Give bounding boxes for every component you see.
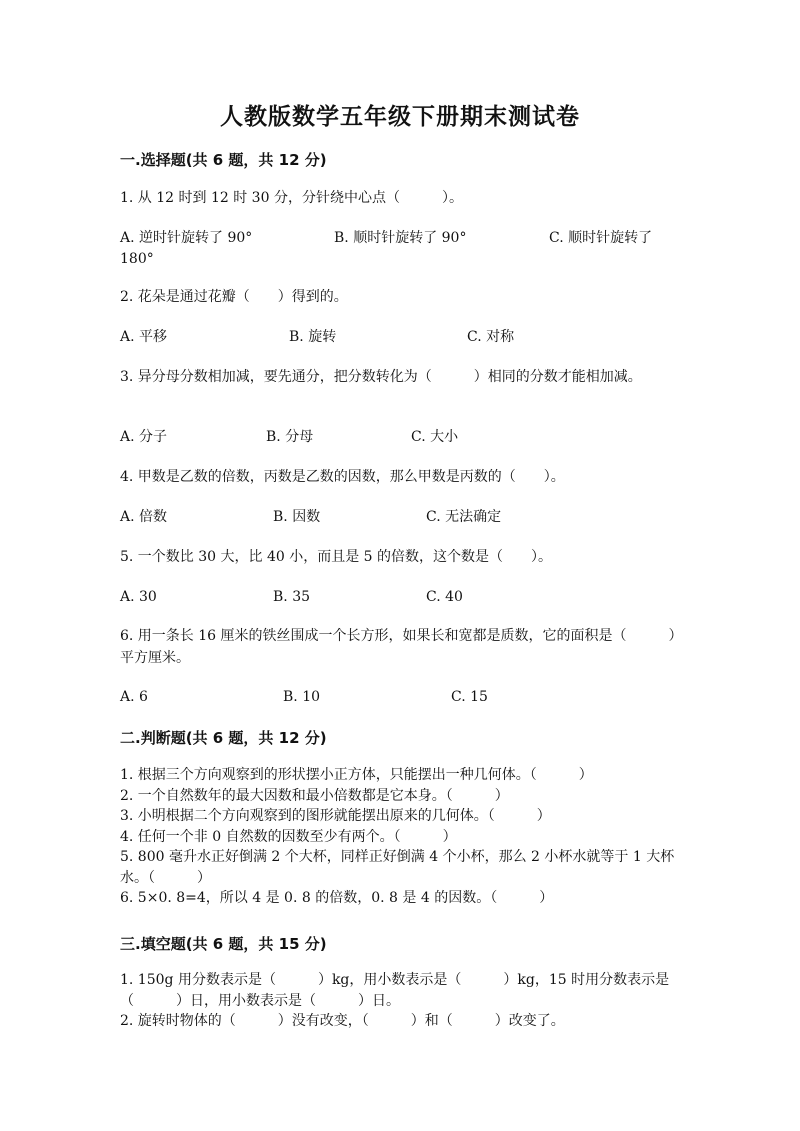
section-heading-multiple-choice: 一.选择题(共 6 题，共 12 分) — [120, 151, 327, 169]
list-item: 2. 一个自然数年的最大因数和最小倍数都是它本身。（ ） — [120, 787, 509, 804]
page-title: 人教版数学五年级下册期末测试卷 — [220, 103, 580, 130]
option-c-continuation: 180° — [120, 251, 154, 267]
option-c: C. 顺时针旋转了 — [549, 230, 653, 246]
true-false-list — [120, 765, 685, 909]
question-text: 2. 花朵是通过花瓣（ ）得到的。 — [120, 289, 348, 305]
option-b: B. 顺时针旋转了 90° — [334, 230, 467, 246]
option-c: C. 对称 — [467, 329, 515, 345]
option-a: A. 平移 — [120, 329, 168, 345]
option-a: A. 6 — [120, 689, 148, 705]
list-item: 4. 任何一个非 0 自然数的因数至少有两个。（ ） — [120, 828, 457, 845]
question-text: 4. 甲数是乙数的倍数，丙数是乙数的因数，那么甲数是丙数的（ ）。 — [120, 469, 565, 485]
option-c: C. 15 — [451, 689, 488, 705]
option-b: B. 10 — [283, 689, 321, 705]
question-text: 3. 异分母分数相加减，要先通分，把分数转化为（ ）相同的分数才能相加减。 — [120, 369, 642, 385]
option-b: B. 因数 — [273, 509, 321, 525]
list-item: 6. 5×0. 8=4，所以 4 是 0. 8 的倍数，0. 8 是 4 的因数。（ ） — [120, 890, 554, 906]
option-a: A. 倍数 — [120, 509, 168, 525]
list-item: 1. 根据三个方向观察到的形状摆小正方体，只能摆出一种几何体。（ ） — [120, 767, 593, 783]
option-c: C. 大小 — [411, 429, 459, 445]
fill-blank-list — [120, 970, 685, 1032]
option-c: C. 40 — [426, 589, 463, 605]
list-item: 5. 800 毫升水正好倒满 2 个大杯，同样正好倒满 4 个小杯，那么 2 小杯水就等于 1 大杯水。（ ） — [120, 849, 675, 886]
option-b: B. 分母 — [266, 429, 314, 445]
option-b: B. 35 — [273, 589, 311, 605]
section-heading-fill-blank: 三.填空题(共 6 题，共 15 分) — [120, 935, 327, 953]
list-item: 1. 150g 用分数表示是（ ）kg，用小数表示是（ ）kg，15 时用分数表示是（ ）日，用小数表示是（ ）日。 — [120, 972, 670, 1009]
option-a: A. 分子 — [120, 429, 168, 445]
question-text: 6. 用一条长 16 厘米的铁丝围成一个长方形，如果长和宽都是质数，它的面积是（ ）平方厘米。 — [120, 628, 683, 666]
section-heading-true-false: 二.判断题(共 6 题，共 12 分) — [120, 729, 327, 747]
option-c: C. 无法确定 — [426, 509, 502, 525]
list-item: 3. 小明根据二个方向观察到的图形就能摆出原来的几何体。（ ） — [120, 808, 551, 824]
option-a: A. 30 — [120, 589, 157, 605]
question-text: 1. 从 12 时到 12 时 30 分，分针绕中心点（ ）。 — [120, 190, 463, 206]
option-a: A. 逆时针旋转了 90° — [120, 230, 253, 246]
option-b: B. 旋转 — [289, 329, 337, 345]
question-text: 5. 一个数比 30 大，比 40 小，而且是 5 的倍数，这个数是（ ）。 — [120, 549, 553, 565]
list-item: 2. 旋转时物体的（ ）没有改变，（ ）和（ ）改变了。 — [120, 1013, 565, 1029]
